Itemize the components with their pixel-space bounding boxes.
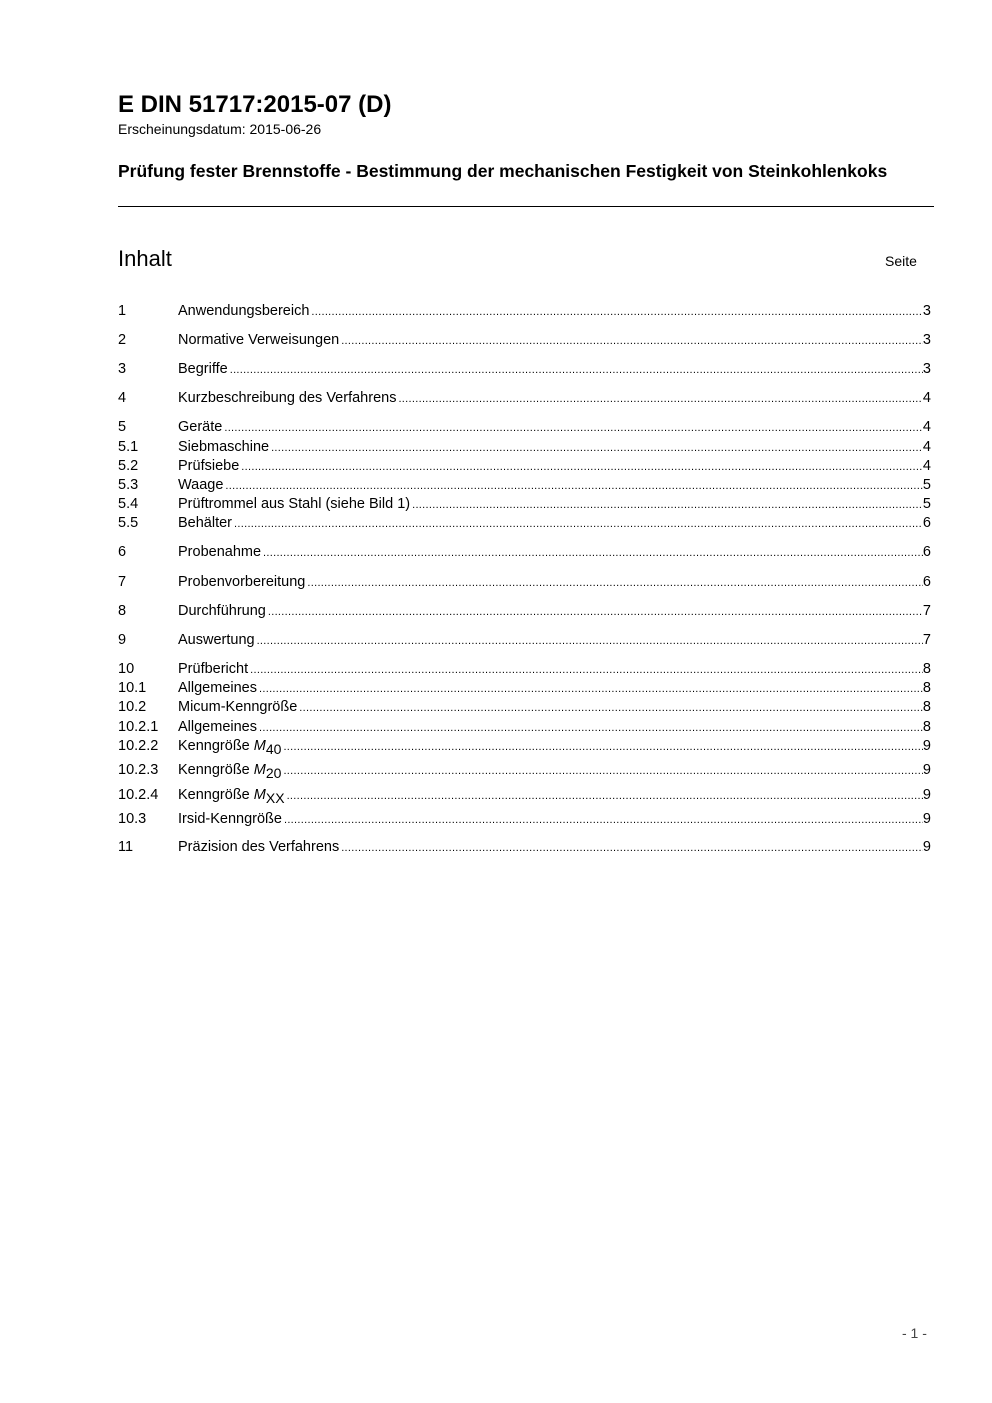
toc-entry-number: 10.2.1 bbox=[118, 719, 159, 735]
toc-dot-leader bbox=[224, 419, 923, 438]
toc-entry-page: 9 bbox=[922, 762, 931, 778]
toc-entry-page: 4 bbox=[922, 390, 931, 406]
toc-entry-number: 5.4 bbox=[118, 496, 139, 512]
toc-entry-number: 6 bbox=[118, 544, 127, 560]
toc-entry-number: 5.1 bbox=[118, 439, 139, 455]
toc-entry-number: 10.2.4 bbox=[118, 787, 159, 803]
toc-dot-leader bbox=[259, 680, 923, 699]
toc-dot-leader bbox=[412, 496, 923, 515]
toc-entry-title-text: Kenngröße bbox=[178, 787, 254, 803]
toc-entry-title: Geräte bbox=[178, 419, 223, 435]
title-divider bbox=[118, 206, 934, 207]
toc-entry-title bbox=[178, 786, 285, 805]
toc-entry-number: 5.3 bbox=[118, 477, 139, 493]
toc-entry-5-3[interactable] bbox=[118, 476, 931, 495]
toc-entry-page: 3 bbox=[922, 361, 931, 377]
toc-entry-title: Prüfbericht bbox=[178, 661, 249, 677]
toc-entry-subscript: 20 bbox=[265, 765, 282, 781]
toc-entry-number: 2 bbox=[118, 332, 127, 348]
toc-dot-leader bbox=[250, 661, 923, 680]
toc-entry-number: 5.2 bbox=[118, 458, 139, 474]
toc-dot-leader bbox=[257, 632, 923, 651]
toc-entry-page: 8 bbox=[922, 680, 931, 696]
toc-entry-title: Behälter bbox=[178, 515, 233, 531]
toc-entry-number: 10.3 bbox=[118, 811, 147, 827]
toc-entry-page: 6 bbox=[922, 515, 931, 531]
toc-dot-leader bbox=[284, 811, 923, 830]
toc-entry-page: 9 bbox=[922, 787, 931, 803]
toc-entry-number: 11 bbox=[118, 839, 134, 855]
toc-entry-page: 8 bbox=[922, 661, 931, 677]
toc-entry-number: 10.2 bbox=[118, 699, 147, 715]
toc-entry-page: 9 bbox=[922, 839, 931, 855]
toc-dot-leader bbox=[299, 699, 923, 718]
toc-entry-10-2-3[interactable] bbox=[118, 761, 931, 780]
toc-entry-11[interactable] bbox=[118, 838, 931, 857]
toc-entry-symbol: M bbox=[253, 787, 266, 803]
toc-dot-leader bbox=[307, 574, 923, 593]
toc-dot-leader bbox=[241, 458, 923, 477]
toc-entry-10-2[interactable] bbox=[118, 698, 931, 717]
toc-entry-title: Präzision des Verfahrens bbox=[178, 839, 340, 855]
toc-entry-number: 5 bbox=[118, 419, 127, 435]
toc-entry-page: 9 bbox=[922, 811, 931, 827]
toc-entry-7[interactable] bbox=[118, 573, 931, 592]
toc-entry-page: 3 bbox=[922, 303, 931, 319]
toc-entry-title bbox=[178, 737, 281, 756]
toc-entry-10-2-2[interactable] bbox=[118, 737, 931, 756]
toc-dot-leader bbox=[283, 738, 922, 757]
toc-dot-leader bbox=[263, 544, 923, 563]
toc-entry-number: 4 bbox=[118, 390, 127, 406]
toc-dot-leader bbox=[259, 719, 923, 738]
toc-entry-10-3[interactable] bbox=[118, 810, 931, 829]
toc-entry-page: 6 bbox=[922, 574, 931, 590]
toc-entry-title: Allgemeines bbox=[178, 680, 257, 696]
toc-entry-number: 8 bbox=[118, 603, 127, 619]
toc-entry-number: 10 bbox=[118, 661, 135, 677]
toc-entry-title bbox=[178, 761, 281, 780]
toc-entry-page: 5 bbox=[922, 496, 931, 512]
toc-entry-5-5[interactable] bbox=[118, 514, 931, 533]
toc-dot-leader bbox=[341, 839, 923, 858]
toc-entry-title-text: Kenngröße bbox=[178, 762, 254, 778]
toc-heading: Inhalt bbox=[118, 246, 172, 271]
toc-entry-symbol: M bbox=[253, 738, 266, 754]
toc-entry-1[interactable] bbox=[118, 302, 931, 321]
toc-entry-number: 10.1 bbox=[118, 680, 147, 696]
toc-entry-number: 5.5 bbox=[118, 515, 139, 531]
toc-entry-10[interactable] bbox=[118, 660, 931, 679]
toc-entry-8[interactable] bbox=[118, 602, 931, 621]
toc-dot-leader bbox=[283, 762, 922, 781]
toc-dot-leader bbox=[341, 332, 923, 351]
toc-entry-page: 6 bbox=[922, 544, 931, 560]
toc-entry-title: Probenahme bbox=[178, 544, 262, 560]
toc-page-column-label: Seite bbox=[885, 253, 917, 269]
document-id: E DIN 51717:2015-07 (D) bbox=[118, 91, 392, 118]
toc-dot-leader bbox=[311, 303, 923, 322]
toc-entry-5-1[interactable] bbox=[118, 438, 931, 457]
toc-entry-3[interactable] bbox=[118, 360, 931, 379]
toc-entry-title: Begriffe bbox=[178, 361, 228, 377]
toc-entry-page: 4 bbox=[922, 458, 931, 474]
toc-entry-number: 9 bbox=[118, 632, 127, 648]
toc-entry-subscript: XX bbox=[265, 790, 285, 806]
toc-dot-leader bbox=[268, 603, 923, 622]
toc-entry-title-text: Kenngröße bbox=[178, 738, 254, 754]
toc-entry-title: Normative Verweisungen bbox=[178, 332, 340, 348]
toc-entry-title: Allgemeines bbox=[178, 719, 257, 735]
document-title: Prüfung fester Brennstoffe - Bestimmung der mechanischen Festigkeit von Steinkohlenkoks bbox=[118, 161, 888, 181]
toc-entry-6[interactable] bbox=[118, 543, 931, 562]
toc-dot-leader bbox=[271, 439, 923, 458]
toc-entry-number: 10.2.3 bbox=[118, 762, 159, 778]
toc-entry-page: 8 bbox=[922, 699, 931, 715]
toc-dot-leader bbox=[230, 361, 923, 380]
toc-entry-10-1[interactable] bbox=[118, 679, 931, 698]
toc-dot-leader bbox=[287, 787, 923, 806]
toc-entry-title: Prüfsiebe bbox=[178, 458, 240, 474]
toc-entry-title: Auswertung bbox=[178, 632, 255, 648]
toc-entry-title: Probenvorbereitung bbox=[178, 574, 306, 590]
toc-entry-title: Waage bbox=[178, 477, 224, 493]
toc-entry-title: Micum-Kenngröße bbox=[178, 699, 298, 715]
toc-entry-number: 1 bbox=[118, 303, 127, 319]
toc-entry-2[interactable] bbox=[118, 331, 931, 350]
toc-entry-5[interactable] bbox=[118, 418, 931, 437]
footer-page-number: - 1 - bbox=[902, 1325, 927, 1341]
toc-entry-10-2-4[interactable] bbox=[118, 786, 931, 805]
toc-entry-number: 10.2.2 bbox=[118, 738, 159, 754]
toc-entry-page: 7 bbox=[922, 603, 931, 619]
toc-entry-number: 7 bbox=[118, 574, 127, 590]
toc-entry-4[interactable] bbox=[118, 389, 931, 408]
toc-entry-title: Prüftrommel aus Stahl (siehe Bild 1) bbox=[178, 496, 411, 512]
toc-entry-9[interactable] bbox=[118, 631, 931, 650]
toc-dot-leader bbox=[225, 477, 923, 496]
toc-entry-page: 5 bbox=[922, 477, 931, 493]
toc-entry-title: Anwendungsbereich bbox=[178, 303, 310, 319]
toc-entry-page: 9 bbox=[922, 738, 931, 754]
toc-entry-5-2[interactable] bbox=[118, 457, 931, 476]
toc-entry-title: Durchführung bbox=[178, 603, 266, 619]
toc-entry-title: Siebmaschine bbox=[178, 439, 270, 455]
publication-date: Erscheinungsdatum: 2015-06-26 bbox=[118, 121, 322, 137]
toc-entry-page: 7 bbox=[922, 632, 931, 648]
toc-entry-symbol: M bbox=[253, 762, 266, 778]
toc-entry-5-4[interactable] bbox=[118, 495, 931, 514]
toc-entry-page: 3 bbox=[922, 332, 931, 348]
toc-entry-page: 4 bbox=[922, 439, 931, 455]
toc-entry-page: 4 bbox=[922, 419, 931, 435]
toc-dot-leader bbox=[234, 515, 923, 534]
toc-entry-10-2-1[interactable] bbox=[118, 718, 931, 737]
toc-entry-title: Kurzbeschreibung des Verfahrens bbox=[178, 390, 397, 406]
toc-dot-leader bbox=[398, 390, 922, 409]
toc-entry-title: Irsid-Kenngröße bbox=[178, 811, 282, 827]
toc-entry-subscript: 40 bbox=[265, 741, 282, 757]
toc-entry-page: 8 bbox=[922, 719, 931, 735]
toc-entry-number: 3 bbox=[118, 361, 127, 377]
